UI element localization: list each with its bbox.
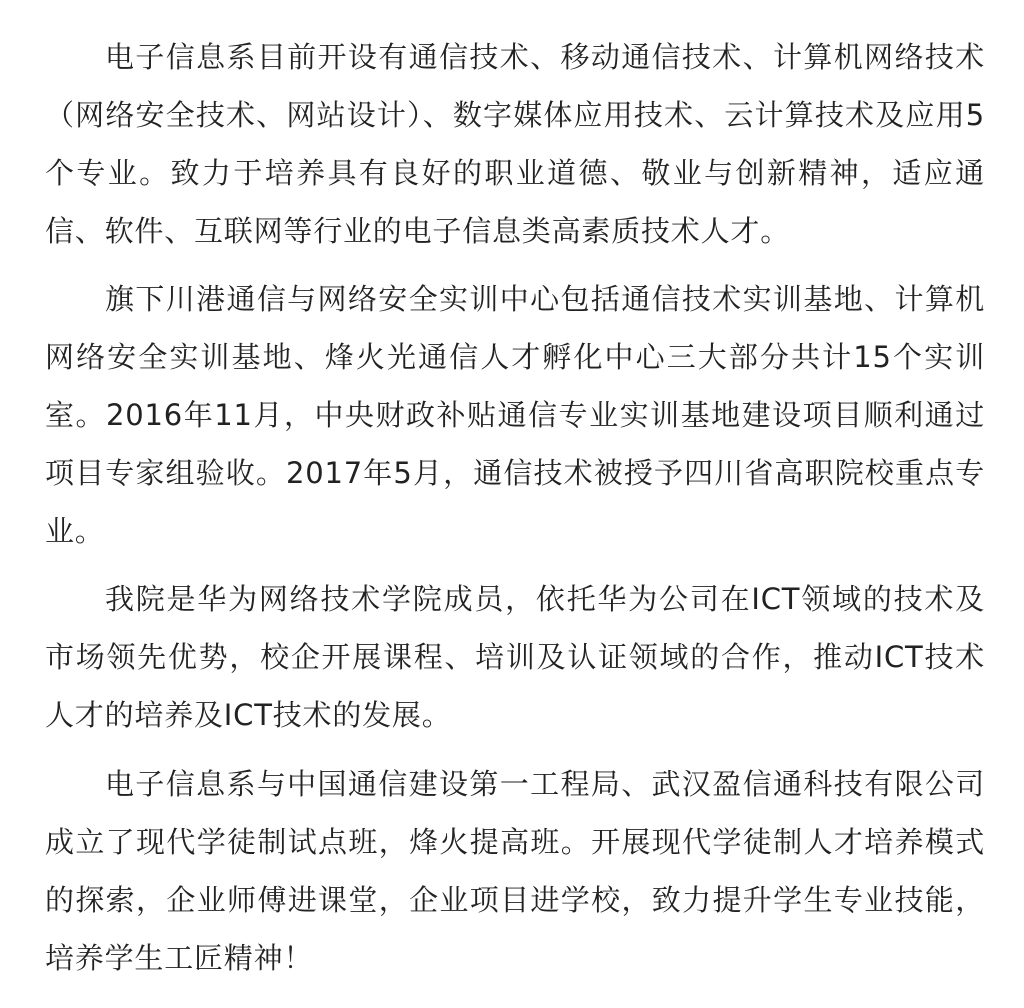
paragraph-apprenticeship: 电子信息系与中国通信建设第一工程局、武汉盈信通科技有限公司成立了现代学徒制试点班，烽火提高班。开展现代学徒制人才培养模式的探索，企业师傅进课堂，企业项目进学校，致力提升学生专业技能，培养学生工匠精神！ — [45, 767, 985, 975]
paragraph-huawei-academy: 我院是华为网络技术学院成员，依托华为公司在ICT领域的技术及市场领先优势，校企开展课程、培训及认证领域的合作，推动ICT技术人才的培养及ICT技术的发展。 — [45, 582, 985, 732]
paragraph-programs: 电子信息系目前开设有通信技术、移动通信技术、计算机网络技术（网络安全技术、网站设计）、数字媒体应用技术、云计算技术及应用5个专业。致力于培养具有良好的职业道德、敬业与创新精神，适应通信、软件、互联网等行业的电子信息类高素质技术人才。 — [45, 40, 985, 248]
paragraph-training-center: 旗下川港通信与网络安全实训中心包括通信技术实训基地、计算机网络安全实训基地、烽火光通信人才孵化中心三大部分共计15个实训室。2016年11月，中央财政补贴通信专业实训基地建设项目顺利通过项目专家组验收。2017年5月，通信技术被授予四川省高职院校重点专业。 — [45, 282, 985, 548]
